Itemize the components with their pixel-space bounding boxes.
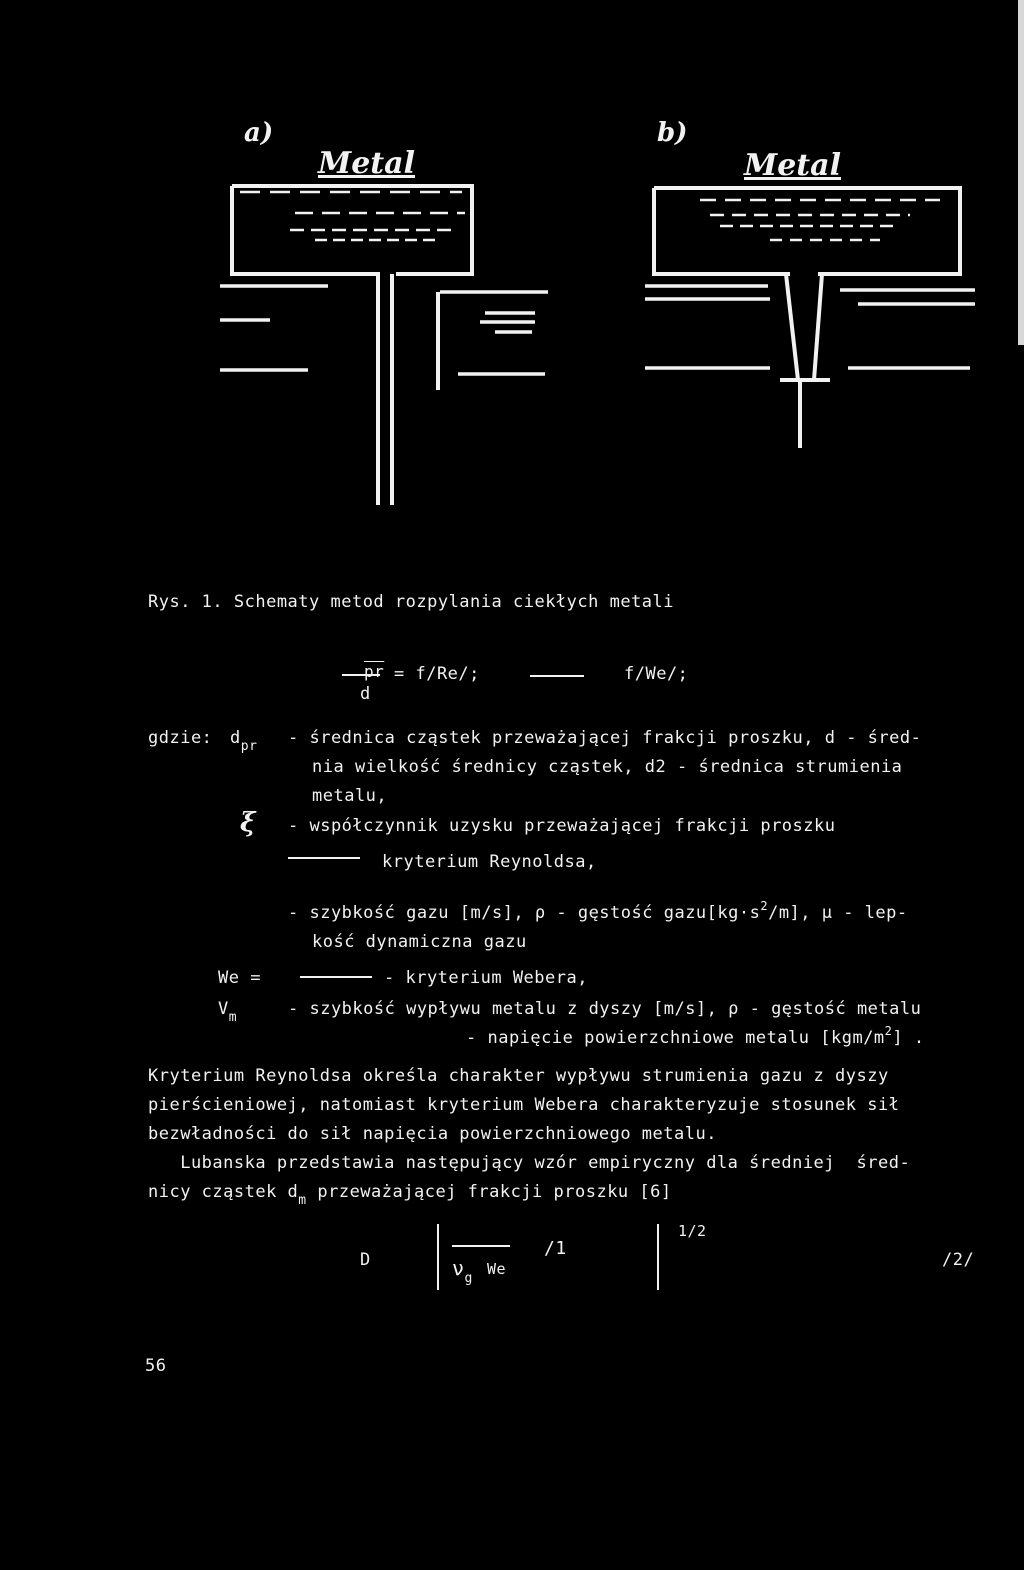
legend-dpr-symbol: $d_{pr}$ xyxy=(230,728,258,754)
nozzle-b-left xyxy=(786,274,798,380)
weber-blank-fraction xyxy=(300,973,380,981)
figure-caption: Rys. 1. Schematy metod rozpylania ciekłych metali xyxy=(148,592,675,612)
page-number: 56 xyxy=(145,1356,167,1376)
panel-b-label: b) xyxy=(657,118,688,148)
legend-line9: - szybkość wypływu metalu z dyszy [m/s], ρ - gęstość metalu xyxy=(288,999,922,1019)
legend-line2: nia wielkość średnicy cząstek, d2 - średnica strumienia xyxy=(312,757,903,777)
legend-line4: - współczynnik uzysku przeważającej frakcji proszku xyxy=(288,816,836,836)
formula1-denominator: d xyxy=(360,684,371,704)
legend-we-eq: We = xyxy=(218,968,261,988)
equation-number: /2/ xyxy=(942,1250,975,1270)
panel-b-title: Metal xyxy=(744,148,841,183)
crucible-a xyxy=(232,186,472,274)
formula2-lhs: D xyxy=(360,1250,371,1270)
nozzle-b-right xyxy=(814,274,822,380)
legend-line8: - kryterium Webera, xyxy=(384,968,588,988)
paragraph-1-line3: bezwładności do sił napięcia powierzchniowego metalu. xyxy=(148,1124,717,1144)
formula2-nu: $\nu_g$ xyxy=(452,1256,473,1286)
formula2-exponent: 1/2 xyxy=(678,1222,707,1240)
formula1-fraction-bar xyxy=(342,672,382,678)
formula1-re: = f/Re/; xyxy=(394,664,480,684)
legend-line10: - napięcie powierzchniowe metalu $[kgm/m^2]$ . xyxy=(466,1024,925,1048)
panel-a-label: a) xyxy=(244,118,274,148)
formula1-numerator: $\overline{pr}$ xyxy=(364,662,385,681)
metal-level-b xyxy=(700,200,940,240)
paragraph-2-line2: nicy cząstek $d_m$ przeważającej frakcji proszku [6] xyxy=(148,1182,672,1208)
legend-line3: metalu, xyxy=(312,786,388,806)
legend-gdzie: gdzie: xyxy=(148,728,213,748)
formula2-slash-one: /1 xyxy=(544,1238,567,1259)
formula1-blank-fraction xyxy=(530,672,586,680)
formula1-we: f/We/; xyxy=(624,664,689,684)
legend-line7: kość dynamiczna gazu xyxy=(312,932,527,952)
legend-vm-symbol: $V_m$ xyxy=(218,999,238,1025)
scan-edge xyxy=(1018,0,1024,345)
metal-level-a xyxy=(240,192,465,240)
paragraph-1-line1: Kryterium Reynoldsa określa charakter wypływu strumienia gazu z dyszy xyxy=(148,1066,889,1086)
panel-b-diagram xyxy=(640,180,985,460)
gas-lines-a xyxy=(220,286,548,374)
panel-a-title: Metal xyxy=(318,146,415,181)
reynolds-blank-fraction xyxy=(288,855,368,861)
paragraph-2-line1: Lubanska przedstawia następujący wzór empiryczny dla średniej śred- xyxy=(148,1153,911,1173)
legend-line6: - szybkość gazu [m/s], ρ - gęstość $gazu[kg\cdot s^2/m]$, μ - lep- xyxy=(288,899,908,923)
legend-xi-symbol: ξ xyxy=(240,808,256,838)
formula2-we: We xyxy=(487,1260,507,1278)
panel-a-diagram xyxy=(200,180,560,510)
paragraph-1-line2: pierścieniowej, natomiast kryterium Webera charakteryzuje stosunek sił xyxy=(148,1095,900,1115)
gas-lines-b xyxy=(645,286,975,368)
legend-line5: kryterium Reynoldsa, xyxy=(382,852,597,872)
legend-line1: - średnica cząstek przeważającej frakcji proszku, d - śred- xyxy=(288,728,922,748)
